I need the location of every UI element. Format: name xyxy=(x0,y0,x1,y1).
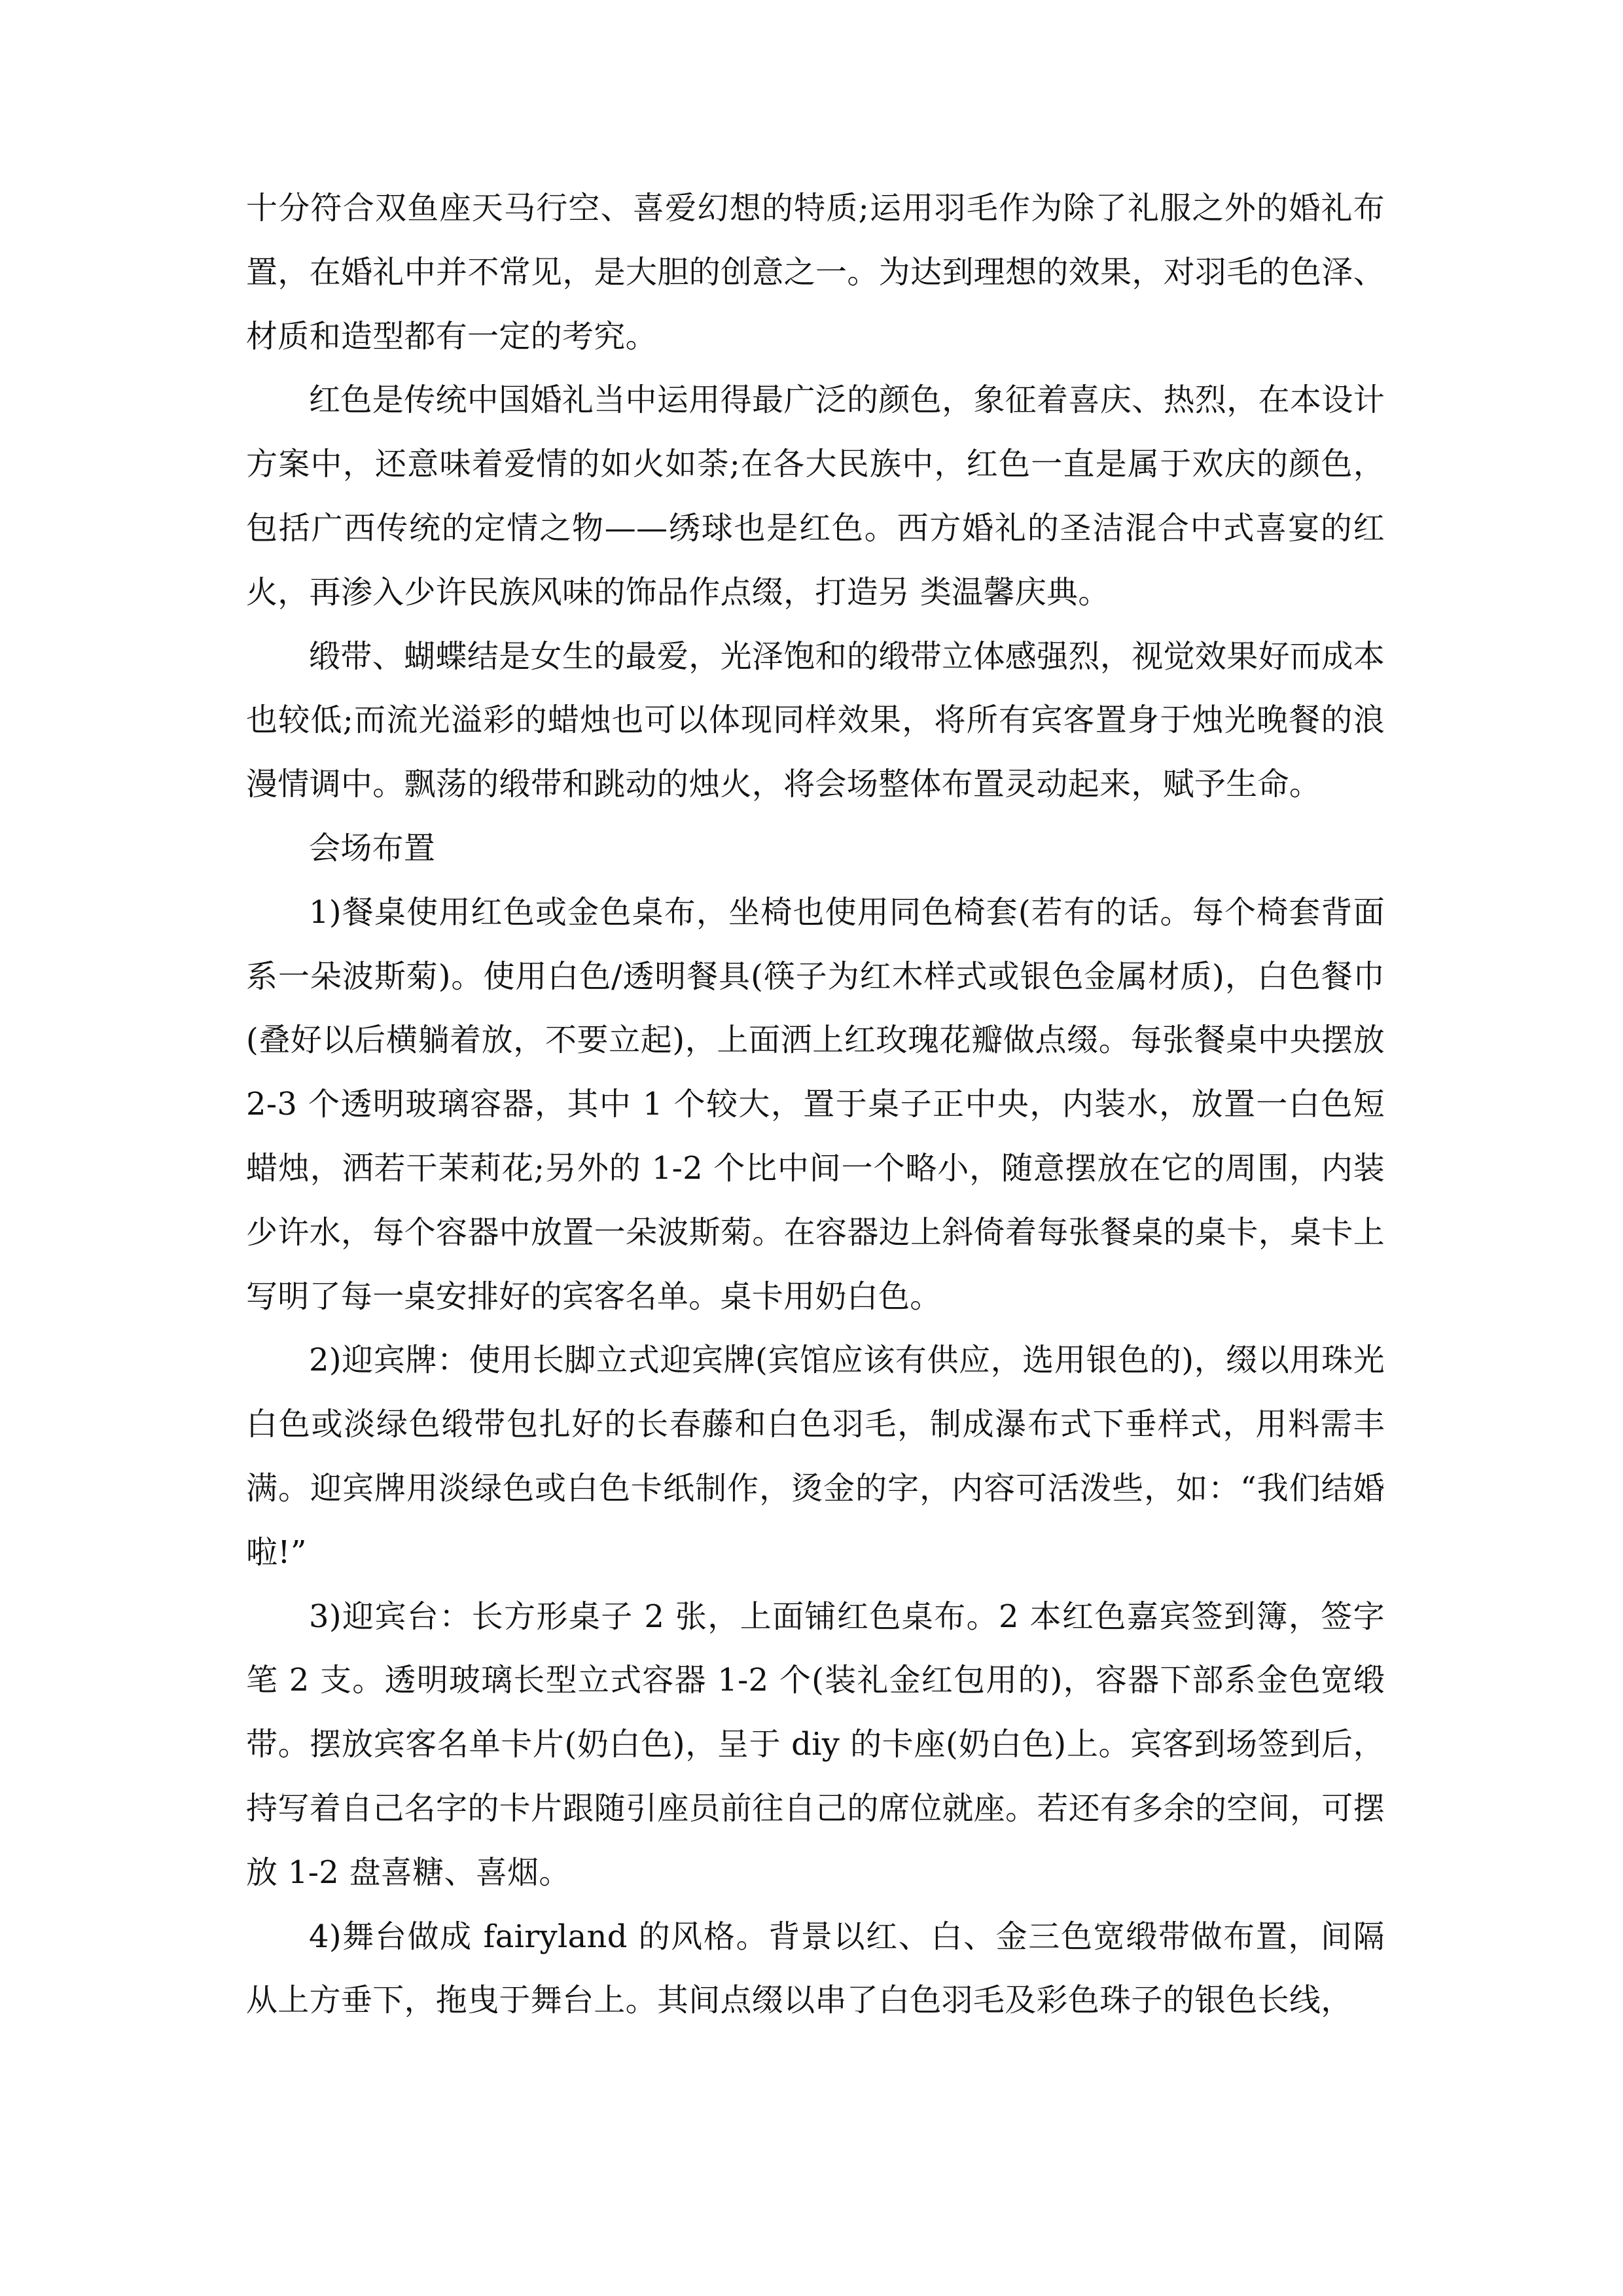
paragraph-feather-design: 十分符合双鱼座天马行空、喜爱幻想的特质;运用羽毛作为除了礼服之外的婚礼布置，在婚礼中并不常见，是大胆的创意之一。为达到理想的效果，对羽毛的色泽、材质和造型都有一定的考究。 xyxy=(246,190,1385,355)
list-item-welcome-sign: 2)迎宾牌：使用长脚立式迎宾牌(宾馆应该有供应，选用银色的)，缀以用珠光白色或淡绿色缎带包扎好的长春藤和白色羽毛，制成瀑布式下垂样式，用料需丰满。迎宾牌用淡绿色或白色卡纸制作，烫金的字，内容可活泼些，如：“我们结婚啦!” xyxy=(246,1342,1385,1571)
list-item-reception-desk: 3)迎宾台：长方形桌子 2 张，上面铺红色桌布。2 本红色嘉宾签到簿，签字笔 2 支。透明玻璃长型立式容器 1-2 个(装礼金红包用的)，容器下部系金色宽缎带。摆放宾客名单卡片(奶白色)，呈于 diy 的卡座(奶白色)上。宾客到场签到后，持写着自己名字的卡片跟随引座员前往自己的席位就座。若还有多余的空间，可摆放 1-2 盘喜糖、喜烟。 xyxy=(246,1598,1385,1891)
list-item-stage: 4)舞台做成 fairyland 的风格。背景以红、白、金三色宽缎带做布置，间隔从上方垂下，拖曳于舞台上。其间点缀以串了白色羽毛及彩色珠子的银色长线， xyxy=(246,1918,1385,2019)
paragraph-red-color: 红色是传统中国婚礼当中运用得最广泛的颜色，象征着喜庆、热烈，在本设计方案中，还意味着爱情的如火如荼;在各大民族中，红色一直是属于欢庆的颜色，包括广西传统的定情之物——绣球也是红色。西方婚礼的圣洁混合中式喜宴的红火，再渗入少许民族风味的饰品作点缀，打造另 类温馨庆典。 xyxy=(246,382,1385,611)
section-heading-venue-layout: 会场布置 xyxy=(309,829,436,867)
document-page xyxy=(246,177,1385,2033)
paragraph-ribbon-candle: 缎带、蝴蝶结是女生的最爱，光泽饱和的缎带立体感强烈，视觉效果好而成本也较低;而流光溢彩的蜡烛也可以体现同样效果，将所有宾客置身于烛光晚餐的浪漫情调中。飘荡的缎带和跳动的烛火，将会场整体布置灵动起来，赋予生命。 xyxy=(246,637,1385,803)
list-item-dining-tables: 1)餐桌使用红色或金色桌布，坐椅也使用同色椅套(若有的话。每个椅套背面系一朵波斯菊)。使用白色/透明餐具(筷子为红木样式或银色金属材质)，白色餐巾(叠好以后横躺着放，不要立起)，上面洒上红玫瑰花瓣做点缀。每张餐桌中央摆放 2-3 个透明玻璃容器，其中 1 个较大，置于桌子正中央，内装水，放置一白色短蜡烛，洒若干茉莉花;另外的 1-2 个比中间一个略小，随意摆放在它的周围，内装少许水，每个容器中放置一朵波斯菊。在容器边上斜倚着每张餐桌的桌卡，桌卡上写明了每一桌安排好的宾客名单。桌卡用奶白色。 xyxy=(246,893,1385,1315)
